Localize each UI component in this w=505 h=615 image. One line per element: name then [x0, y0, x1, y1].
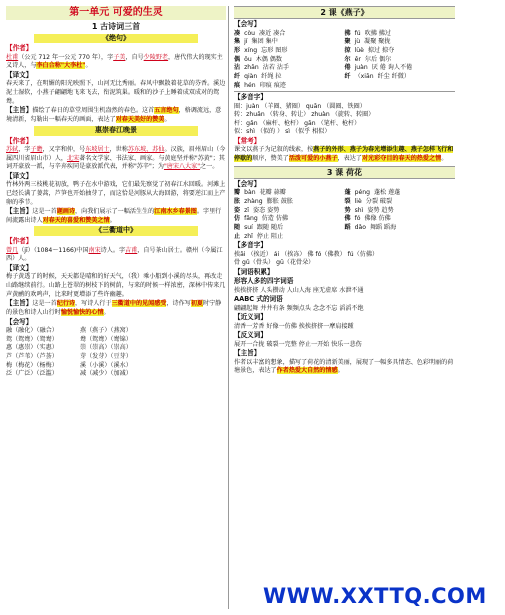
character: 尔 — [344, 55, 351, 63]
character: 胀 — [234, 198, 241, 206]
pinyin: jù — [354, 38, 361, 46]
word-example: 忘形 图形 — [261, 47, 288, 54]
write-cell — [345, 224, 456, 233]
pinyin: dǎo — [354, 224, 366, 232]
word-example: 纤绳 拉 — [261, 72, 282, 80]
write-row — [234, 47, 455, 56]
character: 势 — [344, 206, 351, 214]
poem-2-theme: 【主旨】这是一首题画诗，向我们展示了一幅活生生的江南水乡春景图。字里行间流露出诗人对春天的喜爱和赞美之情。 — [6, 207, 222, 224]
poem-3-author-heading: 【作者】 — [6, 237, 33, 246]
unit-title: 第一单元 可爱的生灵 — [6, 6, 226, 20]
pinyin: zhān — [244, 64, 259, 72]
write-cell — [345, 82, 456, 91]
words-row: 翩翩起舞 井井有条 频频点头 念念不忘 滔滔不绝 — [234, 304, 364, 312]
write-cell — [234, 64, 345, 73]
write-row — [234, 38, 455, 47]
word-example: 佛像 仿佛 — [364, 215, 391, 223]
character: 掠 — [344, 47, 351, 54]
poem-3-author-text: 曾几（jī）（1084～1166)中国南宋诗人。字吉甫，自号茶山居士。赣州（今属江西）人。 — [6, 246, 223, 263]
lesson-3-title: 3 课 荷花 — [234, 166, 455, 179]
write-cell — [234, 215, 345, 224]
word-example: 仿造 仿佛 — [261, 215, 289, 223]
write-cell — [345, 30, 456, 39]
poem-1-author-heading: 【作者】 — [6, 44, 33, 53]
word-example: 木偶 偶数 — [255, 55, 282, 63]
character: 集 — [234, 38, 241, 46]
word-example: 沾若 沾手 — [262, 64, 290, 72]
lesson-2-write-table — [234, 30, 455, 90]
pinyin: lüè — [354, 47, 364, 54]
character: 拂 — [344, 29, 351, 37]
poem-1-translation-heading: 【译文】 — [6, 71, 33, 80]
lesson-3-near-heading: 【近义词】 — [234, 313, 267, 322]
write-row — [234, 224, 455, 233]
poem-1-title: 《绝句》 — [34, 34, 198, 44]
pinyin: fó — [354, 215, 361, 223]
word-item — [154, 336, 226, 345]
poem-3-words-grid — [6, 327, 226, 379]
word-example: 纤尘 纤微） — [377, 72, 410, 80]
lesson-2-poly-heading: 【多音字】 — [234, 93, 267, 102]
word-example: 尔后 偶尔 — [364, 55, 392, 63]
pinyin: suí — [244, 224, 253, 232]
lesson-1-title: 1 古诗词三首 — [91, 22, 141, 32]
word-example: 掠过 掠夺 — [367, 47, 395, 54]
pinyin: ěr — [354, 55, 361, 63]
write-cell — [234, 198, 345, 207]
poem-3-translation: 梅子黄透了的时候，天天都是晴和的好天气，（我）乘小船到小溪的尽头，再改走山路继续前行。山路上苍翠的树枝下的树荫，与来的时候一样浓密，深林中传来几声黄鹂的欢鸣声，比来时更增添了些许幽趣。 — [6, 273, 226, 298]
character: 随 — [234, 224, 241, 232]
character: 姿 — [234, 206, 241, 214]
watermark-text: WWW.XXTTQ.COM — [263, 584, 487, 608]
word-item: 燕（燕子）（燕窝） — [80, 326, 132, 334]
word-item: 芦（芦苇）（芦荟） — [6, 352, 58, 360]
write-cell — [345, 64, 456, 73]
write-cell — [234, 47, 345, 56]
pinyin: （xiān — [354, 72, 374, 80]
write-row — [234, 198, 455, 207]
write-row — [234, 82, 455, 91]
pinyin: fǎng — [244, 215, 258, 223]
character: 倦 — [344, 64, 351, 72]
near-words: 清香一芳香 好像一仿佛 挨挨挤挤一摩肩接踵 — [234, 322, 354, 330]
poem-3-theme: 【主旨】这是一首纪行诗，写诗人行于三衢道中的见闻感受，诗作写初夏时宁静的景色和诗人山行时愉悦愉快的心情。 — [6, 299, 222, 316]
pinyin: péng — [354, 189, 370, 197]
poem-2-author-heading: 【作者】 — [6, 136, 33, 145]
word-item — [154, 370, 226, 379]
character: 纤 — [234, 72, 241, 80]
word-example: 吹拂 拂过 — [364, 29, 391, 37]
character: 裂 — [344, 198, 351, 206]
pinyin: juàn — [354, 64, 368, 72]
word-item: 减（减少）（加减） — [80, 370, 132, 378]
character: 痕 — [234, 81, 241, 89]
left-column — [6, 6, 229, 609]
write-cell — [234, 224, 345, 233]
word-item: 崇（崇高）（崇高） — [80, 344, 132, 352]
lesson-3-words-subheading: 形容人多的四字词语 — [234, 277, 294, 286]
divider — [234, 91, 455, 92]
lesson-3-write-heading: 【会写】 — [234, 180, 261, 189]
word-item: 溪（小溪）（溪水） — [80, 361, 132, 369]
character: 止 — [234, 232, 241, 240]
poly-row: 杆：gǎn （麻杆、枪杆） gān （笔杆、枪杆） — [234, 119, 361, 127]
lesson-3-poly-heading: 【多音字】 — [234, 241, 267, 250]
word-example: 舞蹈 蹈海 — [369, 224, 397, 232]
pinyin: ǒu — [244, 55, 252, 63]
site-watermark — [263, 581, 487, 611]
poem-3-words-heading: 【会写】 — [6, 317, 33, 326]
write-cell — [345, 47, 456, 56]
word-item: 芽（发芽）（豆芽） — [80, 352, 132, 360]
poly-row: 转：zhuǎn （转身、转让） zhuàn （旋转、转圈） — [234, 111, 375, 119]
lesson-3-theme: 作者以丰富的想象，描写了荷花的清新美丽，展现了一幅多具情态、色彩明丽的荷塘景色，表达了作者热爱大自然的情感。 — [234, 358, 454, 375]
word-item: 梅（梅花）（杨梅） — [6, 361, 58, 369]
write-cell — [345, 73, 456, 82]
word-example: 蓬松 莲蓬 — [373, 189, 401, 197]
anti-words: 展开一合拢 破裂一完整 停止一开始 快乐一悲伤 — [234, 340, 362, 348]
lesson-2-write-heading: 【会写】 — [234, 20, 261, 29]
word-example: 凑近 凑合 — [259, 29, 286, 37]
word-item — [154, 353, 226, 362]
character: 蓬 — [344, 189, 351, 197]
poly-row: 似：shì （似的 ） sì （似乎 相似） — [234, 128, 331, 136]
poem-3-title: 《三衢道中》 — [34, 226, 198, 236]
pinyin: hén — [244, 81, 256, 89]
poly-row: 圈：juàn （羊圈、猪圈） quān （圆圈、铁圈） — [234, 102, 366, 110]
pinyin: xíng — [244, 47, 258, 54]
write-cell — [234, 73, 345, 82]
word-example: 印痕 痕迹 — [259, 81, 286, 89]
write-row — [234, 215, 455, 224]
character: 仿 — [234, 215, 241, 223]
write-cell — [345, 56, 456, 65]
poem-1-author-text: 杜甫（公元 712 年一公元 770 年），字子美，自号少陵野老，唐代伟大的现实主义诗人，与李白合称"大李杜"。 — [6, 53, 223, 70]
write-cell — [345, 198, 456, 207]
lesson-3-aabc-subheading: AABC 式的词语 — [234, 295, 283, 304]
write-cell — [345, 38, 456, 47]
word-example: 姿势 趋势 — [367, 206, 394, 214]
character: 形 — [234, 47, 241, 54]
character: 偶 — [234, 55, 241, 63]
words-row: 挨挨挤挤 人头攒动 人山人海 座无虚席 水泄不通 — [234, 286, 364, 294]
write-cell — [345, 233, 456, 242]
word-example: 集团 集中 — [251, 38, 278, 46]
pinyin: bàn — [244, 189, 256, 197]
word-item — [154, 327, 226, 336]
poly-row: 骨 gǔ（骨头） gū（花骨朵） — [234, 259, 315, 267]
poem-2-author-text: 苏轼，字子瞻，又字和仲，号东坡居士，世称苏东坡、苏仙。汉族，眉州眉山（今属四川省眉山市）人，北宋著名文学家、书法家、画家。与黄庭坚并称"苏黄"；其词开豪放一派，与辛弃疾同是豪放派代表，并称"苏辛"；为"唐宋八大家"之一。 — [6, 145, 226, 171]
pinyin: shì — [354, 206, 364, 214]
character: 瓣 — [234, 189, 241, 197]
write-cell — [234, 82, 345, 91]
word-example: 姿态 姿势 — [253, 206, 280, 214]
poem-3-translation-heading: 【译文】 — [6, 264, 33, 273]
write-row — [234, 73, 455, 82]
word-example: 凝聚 聚拢 — [364, 38, 391, 46]
word-item: 融（融化）（融合） — [6, 326, 58, 334]
word-example: 停止 阻止 — [256, 232, 284, 240]
lesson-3-anti-heading: 【反义词】 — [234, 331, 267, 340]
pinyin: liè — [354, 198, 362, 206]
write-cell — [345, 189, 456, 198]
pinyin: còu — [244, 29, 256, 37]
poly-row: 挨āi （挨近） ái （挨冻） 佛 fó（佛教） fú（仿佛） — [234, 250, 379, 258]
character: 沾 — [234, 64, 241, 72]
write-cell — [345, 215, 456, 224]
word-example: 厌 倦 询人不倦 — [371, 64, 413, 72]
pinyin: fú — [354, 29, 361, 37]
lesson-2-test-text: 课文以燕子为记叙的线索，按燕子的外形、燕子为春光增添生趣、燕子怎样飞行和停歇的顺序，赞美了活泼可爱的小燕子，表达了对光彩夺目的春天的热爱之情。 — [234, 146, 454, 163]
right-column — [232, 6, 455, 609]
word-example: 跟随 随后 — [256, 224, 284, 232]
lesson-3-write-table — [234, 189, 455, 241]
poem-1-translation: 春天来了，在明媚的阳光映照下，山河无比秀丽。春风中飘散着花草的芬香。溪边泥土湿软，小燕子翩翩地飞来飞去，衔泥筑巢。暖和的沙子上睡着成双成对的鸳鸯。 — [6, 80, 226, 105]
lesson-2-title: 2 课《燕子》 — [234, 6, 455, 19]
character: 蹈 — [344, 224, 351, 232]
document-page — [6, 6, 455, 609]
write-cell — [234, 56, 345, 65]
character: 纤 — [344, 72, 351, 80]
pinyin: zhàng — [244, 198, 263, 206]
word-item: 泛（广泛）（泛滥） — [6, 370, 58, 378]
word-item — [154, 362, 226, 371]
write-row — [234, 56, 455, 65]
poem-2-translation: 竹林外两三枝桃花初放，鸭子在水中游戏，它们最先察觉了初春江水回暖。河滩上已经长满了蒌蒿，芦笋也开始抽芽了，而这恰是河豚从大海回游，将要逆江而上产卵的季节。 — [6, 181, 226, 206]
lesson-2-test-heading: 【常考】 — [234, 137, 261, 146]
poem-1-theme: 【主旨】描绘了春日的草堂周围生机盎然的春色。这首五言绝句，格调流远，意境清新，勾勒出一幅春天的画面，表达了对春天美好的赞美。 — [6, 106, 222, 124]
word-item: 鸳（鸳鸯）（鸳鸯） — [6, 335, 58, 343]
pinyin: qiàn — [244, 72, 258, 80]
poem-2-translation-heading: 【译文】 — [6, 171, 33, 180]
write-row — [234, 64, 455, 73]
poem-2-title: 惠崇春江晚景 — [34, 126, 198, 136]
word-item: 鸯（鸳鸯）（鸯锦） — [80, 335, 132, 343]
word-example: 膨胀 鼓胀 — [266, 198, 293, 206]
pinyin: zhǐ — [244, 232, 253, 240]
character: 凑 — [234, 29, 241, 37]
lesson-3-theme-heading: 【主旨】 — [234, 349, 261, 358]
write-cell — [345, 207, 456, 216]
pinyin: zī — [244, 206, 249, 214]
word-example: 分裂 破裂 — [365, 198, 393, 206]
word-example: 花瓣 蒜瓣 — [259, 189, 286, 197]
word-item — [154, 344, 226, 353]
write-row — [234, 189, 455, 198]
character: 佛 — [344, 215, 351, 223]
pinyin: jí — [244, 38, 248, 46]
write-cell — [234, 189, 345, 198]
write-row — [234, 233, 455, 242]
lesson-3-words-heading: 【词语积累】 — [234, 267, 274, 276]
character: 聚 — [344, 38, 351, 46]
word-item: 惠（惠崇）（实惠） — [6, 344, 58, 352]
write-cell — [234, 38, 345, 47]
